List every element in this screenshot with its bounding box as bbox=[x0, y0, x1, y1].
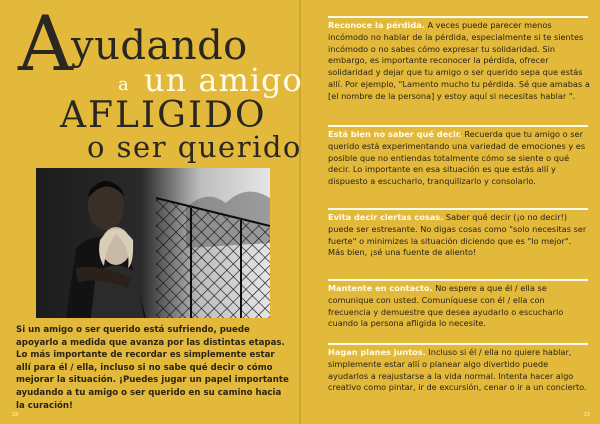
tip-body: A veces puede parecer menos incómodo no hablar de la pérdida, especialmente si te sientes incómodo o no sabes cómo expresar tu solidaridad. Sin embargo, es importante reconocer la pérdida, ofrecer solidaridad y dejar que tu amigo o ser querido sepa que estás allí. Por ejemplo, "Lamento mucho tu pérdida. Sé que amabas a [el nombre de la persona] y estoy aquí si necesitas hablar ". bbox=[328, 20, 590, 101]
tip-section bbox=[328, 343, 590, 394]
page-number-left: 18 bbox=[12, 412, 19, 418]
section-divider bbox=[328, 125, 588, 127]
tip-section bbox=[328, 125, 590, 188]
section-divider bbox=[328, 343, 588, 345]
tip-heading: Mantente en contacto. bbox=[328, 283, 433, 293]
title-line-afligido: AFLIGIDO bbox=[60, 95, 267, 136]
intro-paragraph: Si un amigo o ser querido está sufriendo, puede apoyarlo a medida que avanza por las distintas etapas. Lo más importante de recordar es simplemente estar allí para él / ella, incluso si no sabe qué decir o cómo mejorar la situación. ¡Puedes jugar un papel importante ayudando a tu amigo o ser querido en su camino hacia la curación! bbox=[16, 325, 289, 411]
section-divider bbox=[328, 208, 588, 210]
tip-body: Incluso si él / ella no quiere hablar, simplemente estar allí o planear algo divertido puede ayudarlos a reajustarse a la vida normal. Intenta hacer algo creativo como pintar, ir de excursión, cenar o ir a un concierto. bbox=[328, 347, 587, 393]
title-line-ser-querido: o ser querido bbox=[87, 130, 302, 164]
title-line-ayudando: yudando bbox=[71, 23, 248, 69]
tip-paragraph bbox=[328, 283, 590, 330]
tip-paragraph bbox=[328, 129, 590, 188]
photo-illustration bbox=[36, 168, 270, 318]
tip-heading: Hagan planes juntos. bbox=[328, 347, 426, 357]
tip-section bbox=[328, 279, 590, 330]
title-connector: a bbox=[118, 74, 129, 95]
section-divider bbox=[328, 16, 588, 18]
tip-heading: Evita decir ciertas cosas. bbox=[328, 212, 444, 222]
tip-paragraph bbox=[328, 347, 590, 394]
tip-paragraph bbox=[328, 212, 590, 259]
title-line-amigo: un amigo bbox=[144, 61, 303, 99]
couple-photo bbox=[36, 168, 270, 318]
tip-body: Saber qué decir (¡o no decir!) puede ser estresante. No digas cosas como "solo necesitas ser fuerte" o minimizes la situación diciendo que es "lo mejor". Más bien, ¡sé una fuente de aliento! bbox=[328, 212, 587, 258]
tip-body: No espere a que él / ella se comunique con usted. Comuníquese con él / ella con frecuencia y demuestre que desea ayudarlo o escucharlo cuando la persona afligida lo necesite. bbox=[328, 283, 564, 329]
tip-heading: Reconoce la pérdida. bbox=[328, 20, 425, 30]
title-initial: A bbox=[18, 0, 73, 88]
tip-section bbox=[328, 208, 590, 259]
page-number-right: 19 bbox=[583, 412, 590, 418]
tip-paragraph bbox=[328, 20, 590, 103]
tip-heading: Está bien no saber qué decir. bbox=[328, 129, 462, 139]
tip-section bbox=[328, 16, 590, 103]
tip-body: Recuerda que tu amigo o ser querido está experimentando una variedad de emociones y es posible que no entiendas totalmente cómo se siente o qué decir. Lo importante en esa situación es que estás allí y dispuesto a escucharlo, tranquilizarlo y consolarlo. bbox=[328, 129, 586, 187]
section-divider bbox=[328, 279, 588, 281]
